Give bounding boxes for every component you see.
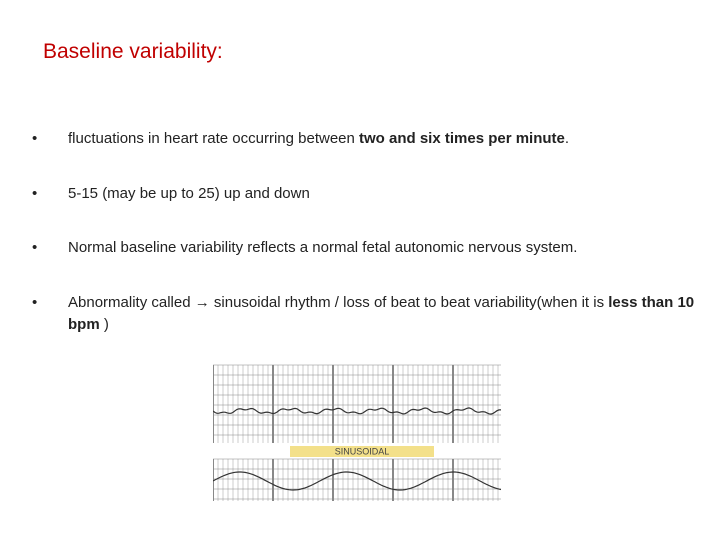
bullet-item <box>32 292 698 336</box>
bullet-text <box>68 128 698 150</box>
figure-label: SINUSOIDAL <box>334 446 390 457</box>
text-run: Normal baseline variability reflects a normal fetal autonomic nervous system. <box>68 239 578 256</box>
bullet-item <box>32 183 698 205</box>
bullet-text <box>68 292 698 336</box>
bullet-marker: • <box>32 185 38 202</box>
text-emphasis: fluctuations <box>68 130 144 147</box>
text-run: 5-15 (may be up to 25) up and down <box>68 185 310 202</box>
text-run: in heart rate occurring between <box>143 130 360 147</box>
bullet-item <box>32 237 698 259</box>
bullet-marker: • <box>32 130 38 147</box>
bullet-text <box>68 237 698 259</box>
text-run: . <box>564 130 570 147</box>
bullet-item <box>32 128 698 150</box>
slide-title: Baseline variability: <box>43 40 223 63</box>
text-run: Abnormality called <box>68 294 195 311</box>
text-emphasis: two and six times per minute <box>359 130 565 147</box>
ctg-strip-figure <box>213 363 501 503</box>
bullet-marker: • <box>32 294 38 311</box>
bullet-text <box>68 183 698 205</box>
bullet-marker: • <box>32 239 38 256</box>
ctg-strip-image <box>213 363 501 503</box>
arrow-icon: → <box>194 294 210 311</box>
text-run: sinusoidal rhythm / loss of beat to beat variability(when it is <box>209 294 609 311</box>
text-run: ) <box>99 316 109 333</box>
text-emphasis: less than 10 bpm <box>68 294 695 333</box>
